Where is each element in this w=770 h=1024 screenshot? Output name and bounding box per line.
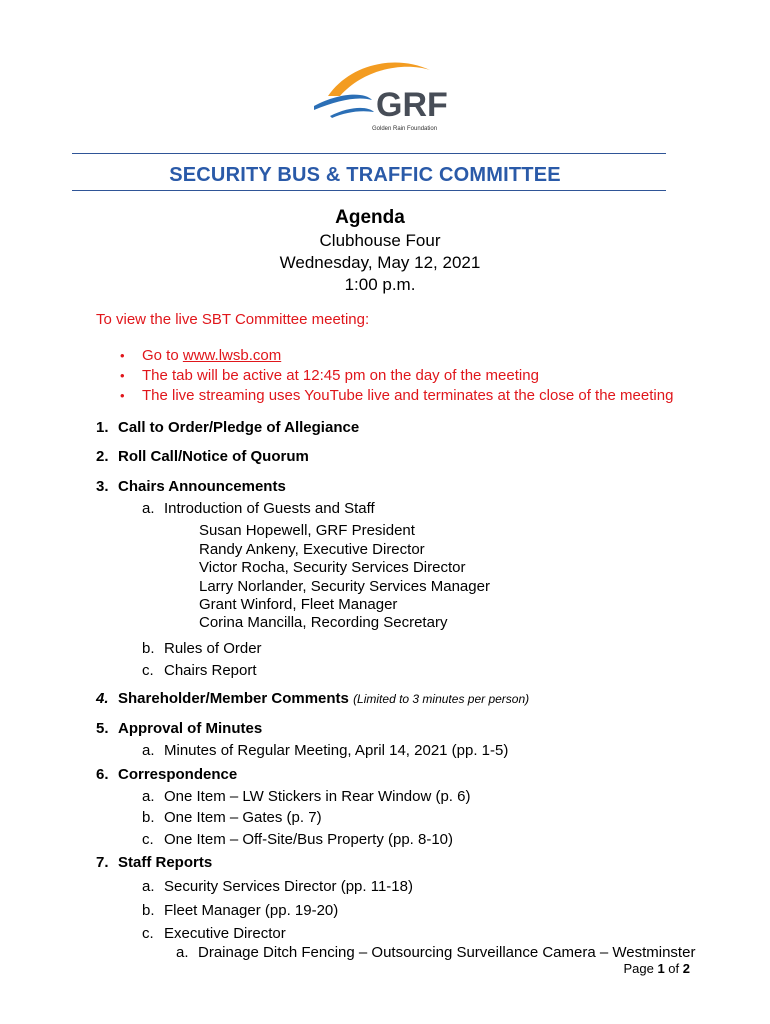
sub-text: One Item – LW Stickers in Rear Window (p. 6) xyxy=(164,788,471,805)
guest-name: Corina Mancilla, Recording Secretary xyxy=(199,614,448,631)
list-item: • The tab will be active at 12:45 pm on the day of the meeting xyxy=(120,366,673,386)
sub-letter: a. xyxy=(142,788,155,805)
item-text: Correspondence xyxy=(118,766,238,783)
item-number: 5. xyxy=(96,720,109,737)
agenda-heading: Agenda xyxy=(335,207,405,228)
agenda-item-1 xyxy=(96,419,359,436)
live-view-list xyxy=(120,346,673,406)
agenda-item-2 xyxy=(96,448,309,465)
sub-text: Executive Director xyxy=(164,925,286,942)
lwsb-link[interactable]: www.lwsb.com xyxy=(182,347,282,364)
agenda-item-6 xyxy=(96,766,237,783)
sub-text: Fleet Manager (pp. 19-20) xyxy=(164,902,339,919)
meeting-time: 1:00 p.m. xyxy=(344,275,416,294)
item-number: 1. xyxy=(96,419,109,436)
sub-text: Rules of Order xyxy=(164,640,262,657)
agenda-subitem xyxy=(142,640,262,657)
sub-text: Introduction of Guests and Staff xyxy=(164,500,375,517)
item-number: 4. xyxy=(96,690,109,707)
item-text: Roll Call/Notice of Quorum xyxy=(118,448,309,465)
agenda-item-5 xyxy=(96,720,262,737)
item-text: Approval of Minutes xyxy=(118,720,263,737)
item-number: 6. xyxy=(96,766,109,783)
guest-name: Larry Norlander, Security Services Manager xyxy=(199,578,490,595)
agenda-subitem xyxy=(142,925,286,942)
title-rule-bottom xyxy=(72,190,666,191)
guest-name: Randy Ankeny, Executive Director xyxy=(199,541,425,558)
sub-text: One Item – Off-Site/Bus Property (pp. 8-10) xyxy=(164,831,454,848)
agenda-item-7 xyxy=(96,854,212,871)
live-view-intro: To view the live SBT Committee meeting: xyxy=(96,311,370,328)
agenda-item-4 xyxy=(96,690,529,707)
sub-letter: a. xyxy=(142,500,155,517)
list-item xyxy=(120,346,673,366)
sub-letter: b. xyxy=(142,902,155,919)
agenda-item-3 xyxy=(96,478,286,495)
agenda-subitem xyxy=(142,500,375,517)
agenda-subitem xyxy=(142,742,508,759)
sub-letter: a. xyxy=(142,878,155,895)
logo-subtitle: Golden Rain Foundation xyxy=(372,126,438,132)
sub-letter: a. xyxy=(142,742,155,759)
page-of: of xyxy=(664,961,683,976)
item-note: (Limited to 3 minutes per person) xyxy=(353,692,530,706)
sub-text: Chairs Report xyxy=(164,662,257,679)
agenda-subitem xyxy=(142,809,322,826)
guest-name: Grant Winford, Fleet Manager xyxy=(199,596,398,613)
list-item: • The live streaming uses YouTube live and terminates at the close of the meeting xyxy=(120,386,673,406)
page-label: Page xyxy=(623,961,658,976)
grf-logo xyxy=(310,56,480,138)
page-current: 1 xyxy=(657,961,665,976)
agenda-subsubitem xyxy=(176,944,695,961)
agenda-subitem xyxy=(142,662,257,679)
sub-letter: b. xyxy=(142,809,155,826)
item-text: Shareholder/Member Comments xyxy=(118,690,349,707)
item-number: 7. xyxy=(96,854,109,871)
agenda-subitem xyxy=(142,902,338,919)
page-total: 2 xyxy=(682,961,690,976)
sub-letter: c. xyxy=(142,831,154,848)
page-number xyxy=(623,961,690,976)
item-number: 3. xyxy=(96,478,109,495)
meeting-location: Clubhouse Four xyxy=(319,231,441,250)
item-number: 2. xyxy=(96,448,109,465)
sub-text: Drainage Ditch Fencing – Outsourcing Surveillance Camera – Westminster xyxy=(198,944,696,961)
item-text: Call to Order/Pledge of Allegiance xyxy=(118,419,360,436)
sub-letter: b. xyxy=(142,640,155,657)
sub-text: Minutes of Regular Meeting, April 14, 2021 (pp. 1-5) xyxy=(164,742,509,759)
sub-text: Security Services Director (pp. 11-18) xyxy=(164,878,413,895)
guest-name: Victor Rocha, Security Services Director xyxy=(199,559,466,576)
agenda-subitem xyxy=(142,831,453,848)
logo-text: GRF xyxy=(376,86,448,124)
item-text: Chairs Announcements xyxy=(118,478,286,495)
sub-letter: a. xyxy=(176,944,189,961)
committee-title: SECURITY BUS & TRAFFIC COMMITTEE xyxy=(169,164,561,186)
meeting-date: Wednesday, May 12, 2021 xyxy=(279,253,481,272)
bullet-text: Go to xyxy=(142,347,183,364)
agenda-subitem xyxy=(142,878,413,895)
guest-name: Susan Hopewell, GRF President xyxy=(199,522,415,539)
sub-letter: c. xyxy=(142,662,154,679)
sub-text: One Item – Gates (p. 7) xyxy=(164,809,322,826)
agenda-subitem xyxy=(142,788,470,805)
item-text: Staff Reports xyxy=(118,854,213,871)
title-rule-top xyxy=(72,153,666,154)
sub-letter: c. xyxy=(142,925,154,942)
